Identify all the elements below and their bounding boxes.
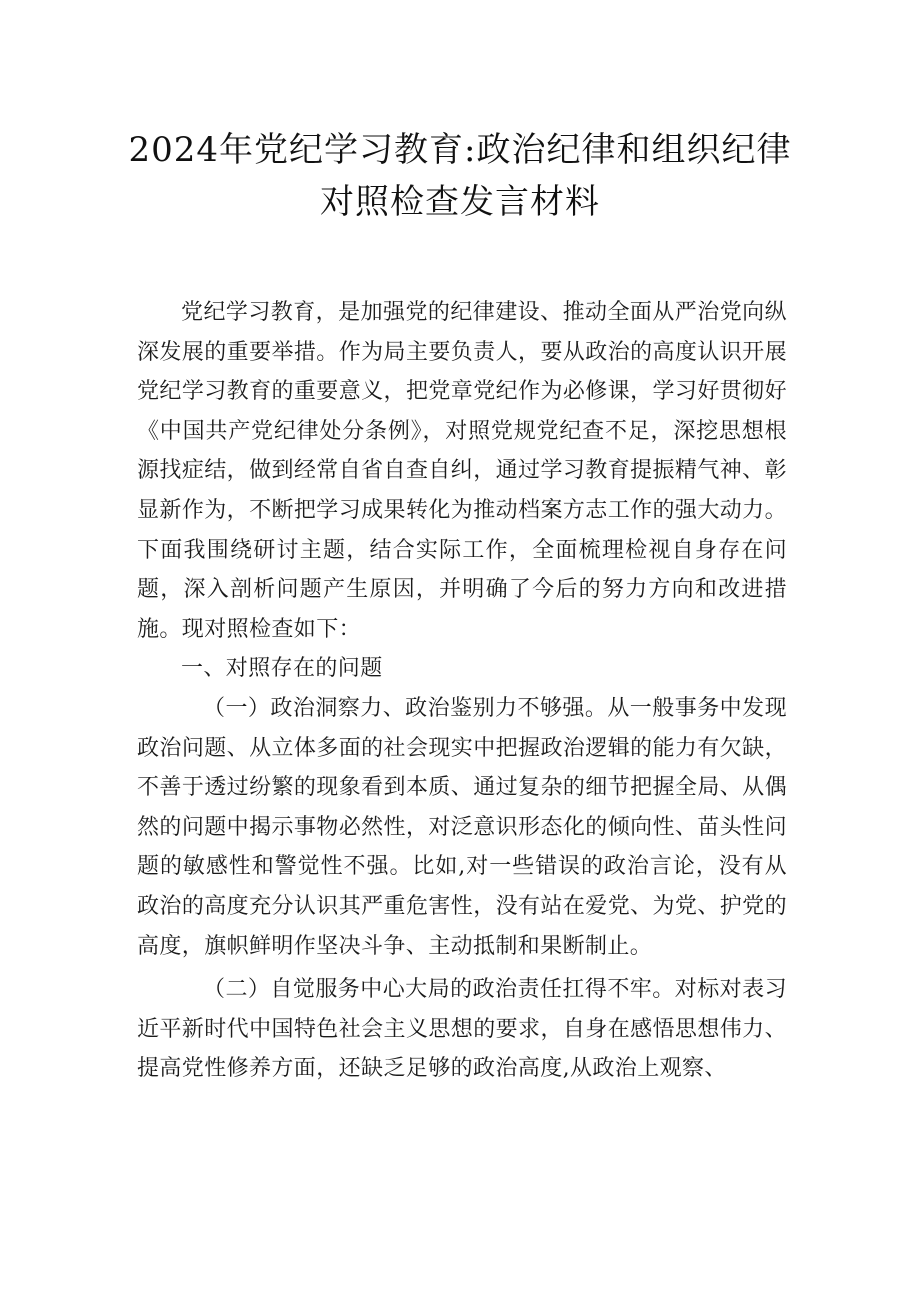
document-title-line-1: 2024年党纪学习教育:政治纪律和组织纪律: [128, 130, 792, 170]
problem-item-2: （二）自觉服务中心大局的政治责任扛得不牢。对标对表习近平新时代中国特色社会主义思想的要求，自身在感悟思想伟力、提高党性修养方面，还缺乏足够的政治高度,从政治上观察、: [137, 977, 787, 1082]
section-heading: 一、对照存在的问题: [181, 656, 383, 682]
intro-paragraph: 党纪学习教育，是加强党的纪律建设、推动全面从严治党向纵深发展的重要举措。作为局主要负责人，要从政治的高度认识开展党纪学习教育的重要意义，把党章党纪作为必修课，学习好贯彻好《中国共产党纪律处分条例》，对照党规党纪查不足，深挖思想根源找症结，做到经常自省自查自纠，通过学习教育提振精气神、彰显新作为，不断把学习成果转化为推动档案方志工作的强大动力。下面我围绕研讨主题，结合实际工作，全面梳理检视自身存在问题，深入剖析问题产生原因，并明确了今后的努力方向和改进措施。现对照检查如下：: [137, 300, 787, 642]
document-body: [137, 293, 787, 1089]
problem-item-1: （一）政治洞察力、政治鉴别力不够强。从一般事务中发现政治问题、从立体多面的社会现实中把握政治逻辑的能力有欠缺，不善于透过纷繁的现象看到本质、通过复杂的细节把握全局、从偶然的问题中揭示事物必然性，对泛意识形态化的倾向性、苗头性问题的敏感性和警觉性不强。比如,对一些错误的政治言论，没有从政治的高度充分认识其严重危害性，没有站在爱党、为党、护党的高度，旗帜鲜明作坚决斗争、主动抵制和果断制止。: [137, 695, 787, 959]
document-title-line-2: 对照检查发言材料: [320, 182, 600, 222]
